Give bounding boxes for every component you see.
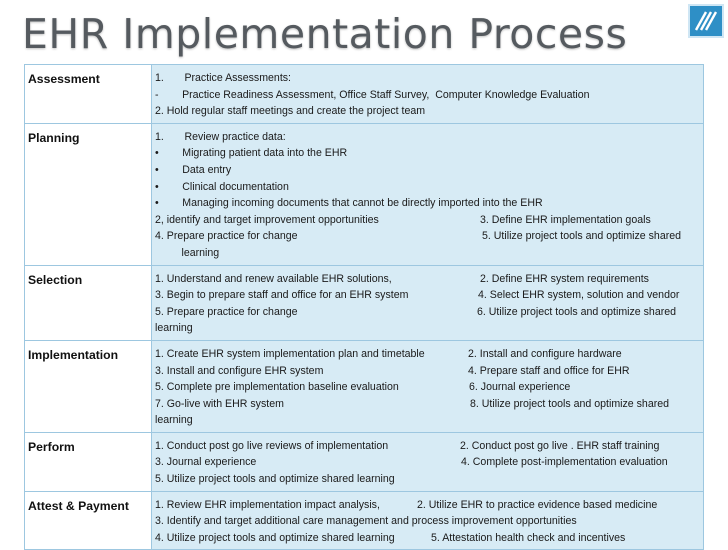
table-row xyxy=(25,340,704,432)
detail-line: learning xyxy=(155,322,193,335)
detail-line: 5. Complete pre implementation baseline evaluation 6. Journal experience xyxy=(155,381,571,394)
detail-line: 1. Conduct post go live reviews of implementation 2. Conduct post go live . EHR staff training xyxy=(155,439,660,452)
detail-line: learning xyxy=(155,246,220,259)
detail-line: 7. Go-live with EHR system 8. Utilize project tools and optimize shared xyxy=(155,397,670,410)
detail-line: • Clinical documentation xyxy=(155,180,289,193)
stage-label: Attest & Payment xyxy=(25,491,152,550)
slash-logo-icon xyxy=(690,6,722,36)
detail-line: - Practice Readiness Assessment, Office Staff Survey, Computer Knowledge Evaluation xyxy=(155,88,590,101)
detail-line: 3. Identify and target additional care management and process improvement opportunities xyxy=(155,515,577,528)
process-table xyxy=(24,64,704,550)
stage-label: Perform xyxy=(25,432,152,491)
stage-details xyxy=(152,432,704,491)
stage-details xyxy=(152,123,704,265)
stage-details xyxy=(152,265,704,340)
logo xyxy=(688,4,724,38)
detail-line: 5. Utilize project tools and optimize shared learning xyxy=(155,473,395,486)
page-title: EHR Implementation Process xyxy=(22,10,628,58)
table-row xyxy=(25,491,704,550)
detail-line: 1. Practice Assessments: xyxy=(155,72,292,84)
detail-line: 3. Journal experience 4. Complete post-implementation evaluation xyxy=(155,456,668,469)
stage-details xyxy=(152,65,704,124)
detail-line: 4. Prepare practice for change 5. Utilize project tools and optimize shared xyxy=(155,230,682,243)
detail-line: 5. Prepare practice for change 6. Utilize project tools and optimize shared xyxy=(155,305,677,318)
table-row xyxy=(25,432,704,491)
detail-line: 2, identify and target improvement opportunities 3. Define EHR implementation goals xyxy=(155,213,651,226)
table-row xyxy=(25,123,704,265)
detail-line: • Managing incoming documents that cannot be directly imported into the EHR xyxy=(155,197,543,210)
stage-label: Assessment xyxy=(25,65,152,124)
detail-line: 1. Review practice data: xyxy=(155,130,286,143)
detail-line: 1. Create EHR system implementation plan and timetable 2. Install and configure hardware xyxy=(155,347,622,360)
detail-line: learning xyxy=(155,414,193,427)
detail-line: • Migrating patient data into the EHR xyxy=(155,147,348,160)
detail-line: 1. Understand and renew available EHR solutions, 2. Define EHR system requirements xyxy=(155,272,649,285)
stage-details xyxy=(152,491,704,550)
detail-line: 2. Hold regular staff meetings and create the project team xyxy=(155,105,426,118)
stage-label: Selection xyxy=(25,265,152,340)
stage-label: Implementation xyxy=(25,340,152,432)
table-row xyxy=(25,265,704,340)
stage-details xyxy=(152,340,704,432)
detail-line: 4. Utilize project tools and optimize shared learning 5. Attestation health check and incentives xyxy=(155,531,626,544)
detail-line: 3. Install and configure EHR system 4. Prepare staff and office for EHR xyxy=(155,364,630,377)
detail-line: 1. Review EHR implementation impact analysis, 2. Utilize EHR to practice evidence based medicine xyxy=(155,498,658,511)
detail-line: 3. Begin to prepare staff and office for an EHR system 4. Select EHR system, solution and vendor xyxy=(155,289,680,302)
table-row xyxy=(25,65,704,124)
stage-label: Planning xyxy=(25,123,152,265)
detail-line: • Data entry xyxy=(155,163,232,176)
